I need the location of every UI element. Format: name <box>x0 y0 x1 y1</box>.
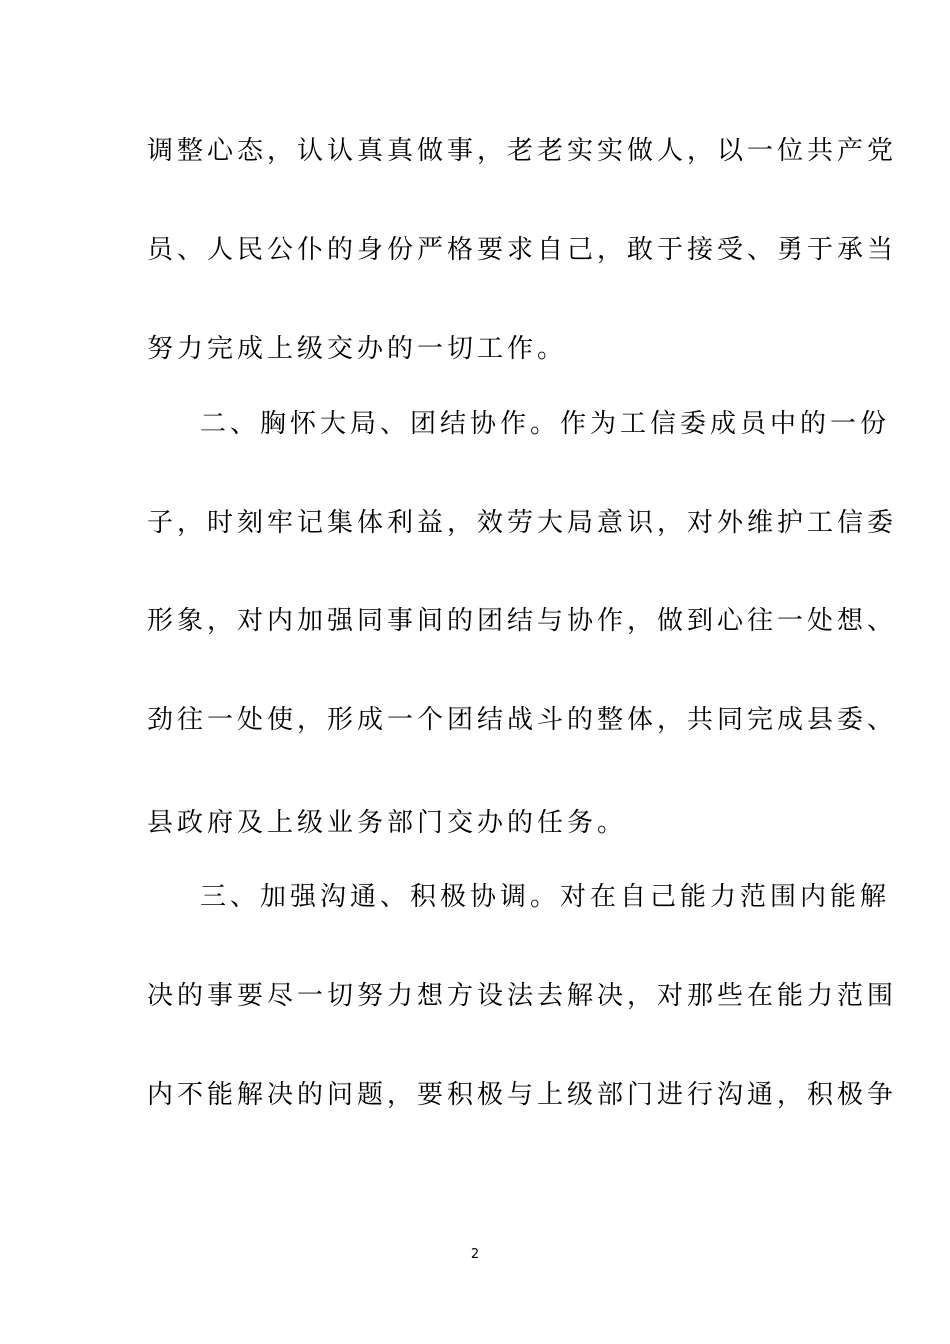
body-text-line: 县政府及上级业务部门交办的任务。 <box>147 808 628 838</box>
body-text-line: 努力完成上级交办的一切工作。 <box>147 334 568 364</box>
paragraph-first-line: 三、加强沟通、积极协调。对在自己能力范围内能解 <box>200 882 891 912</box>
paragraph-first-line: 二、胸怀大局、团结协作。作为工信委成员中的一份 <box>200 409 891 439</box>
body-text-line: 决的事要尽一切努力想方设法去解决，对那些在能力范围 <box>147 981 898 1011</box>
body-text-line: 内不能解决的问题，要积极与上级部门进行沟通，积极争 <box>147 1080 898 1110</box>
body-text-line: 劲往一处使，形成一个团结战斗的整体，共同完成县委、 <box>147 705 898 735</box>
page-number: 2 <box>470 1247 480 1262</box>
body-text-line: 子，时刻牢记集体利益，效劳大局意识，对外维护工信委 <box>147 508 898 538</box>
body-text-line: 员、人民公仆的身份严格要求自己，敢于接受、勇于承当 <box>147 235 898 265</box>
body-text-line: 调整心态，认认真真做事，老老实实做人，以一位共产党 <box>147 136 898 166</box>
body-text-line: 形象，对内加强同事间的团结与协作，做到心往一处想、 <box>147 606 898 636</box>
